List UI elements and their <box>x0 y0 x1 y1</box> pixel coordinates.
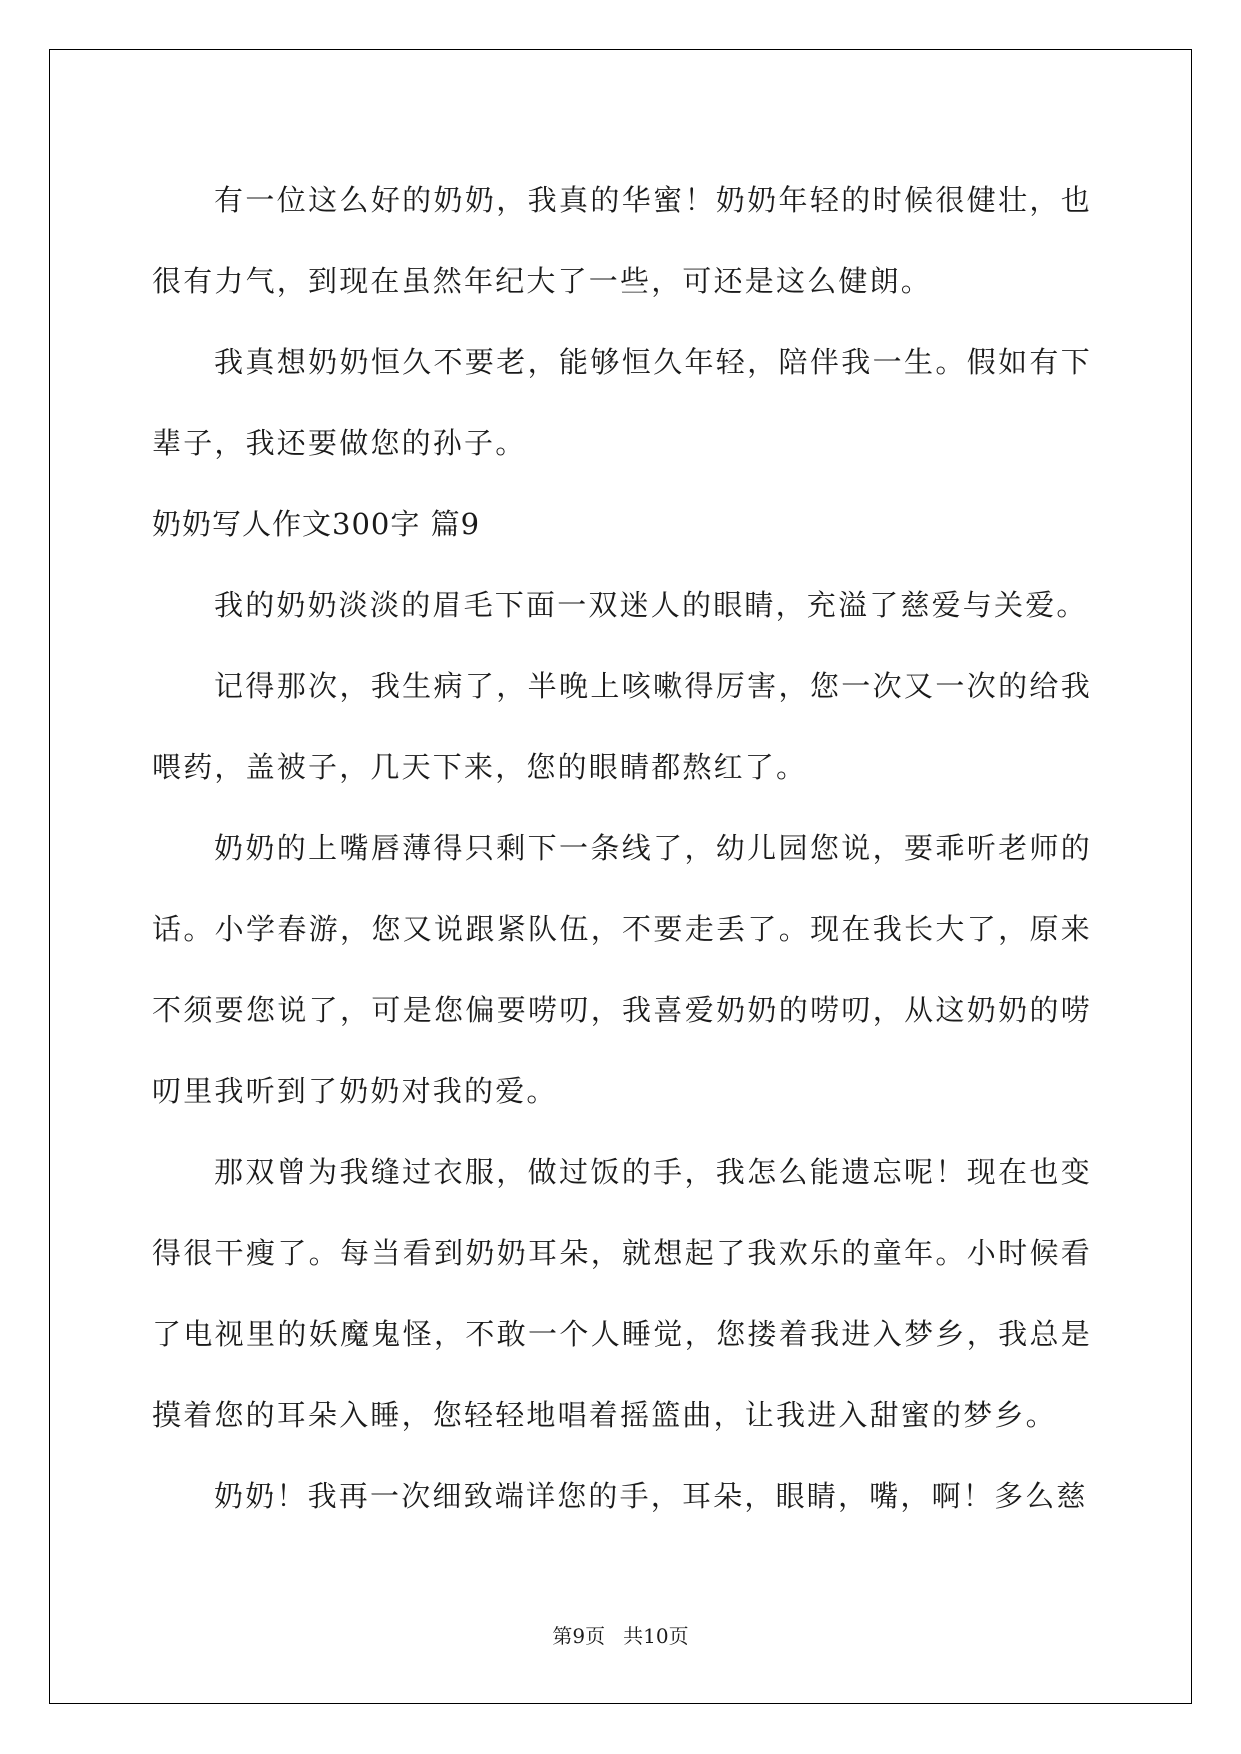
page-number: 第9页 <box>552 1624 606 1648</box>
paragraph: 我真想奶奶恒久不要老，能够恒久年轻，陪伴我一生。假如有下辈子，我还要做您的孙子。 <box>152 345 1092 460</box>
paragraph: 那双曾为我缝过衣服，做过饭的手，我怎么能遗忘呢！现在也变得很干瘦了。每当看到奶奶耳朵，就想起了我欢乐的童年。小时候看了电视里的妖魔鬼怪，不敢一个人睡觉，您搂着我进入梦乡，我总是摸着您的耳朵入睡，您轻轻地唱着摇篮曲，让我进入甜蜜的梦乡。 <box>152 1155 1092 1432</box>
paragraph: 有一位这么好的奶奶，我真的华蜜！奶奶年轻的时候很健壮，也很有力气，到现在虽然年纪大了一些，可还是这么健朗。 <box>152 183 1092 298</box>
document-body <box>152 160 1092 1537</box>
paragraph: 记得那次，我生病了，半晚上咳嗽得厉害，您一次又一次的给我喂药，盖被子，几天下来，您的眼睛都熬红了。 <box>152 669 1092 784</box>
paragraph: 奶奶！我再一次细致端详您的手，耳朵，眼睛，嘴，啊！多么慈 <box>214 1479 1088 1513</box>
paragraph: 我的奶奶淡淡的眉毛下面一双迷人的眼睛，充溢了慈爱与关爱。 <box>214 588 1088 622</box>
paragraph: 奶奶的上嘴唇薄得只剩下一条线了，幼儿园您说，要乖听老师的话。小学春游，您又说跟紧队伍，不要走丢了。现在我长大了，原来不须要您说了，可是您偏要唠叨，我喜爱奶奶的唠叨，从这奶奶的唠叨里我听到了奶奶对我的爱。 <box>152 831 1092 1108</box>
page-footer <box>0 1620 1241 1649</box>
section-heading: 奶奶写人作文300字 篇9 <box>152 507 481 541</box>
page-total: 共10页 <box>623 1624 689 1648</box>
